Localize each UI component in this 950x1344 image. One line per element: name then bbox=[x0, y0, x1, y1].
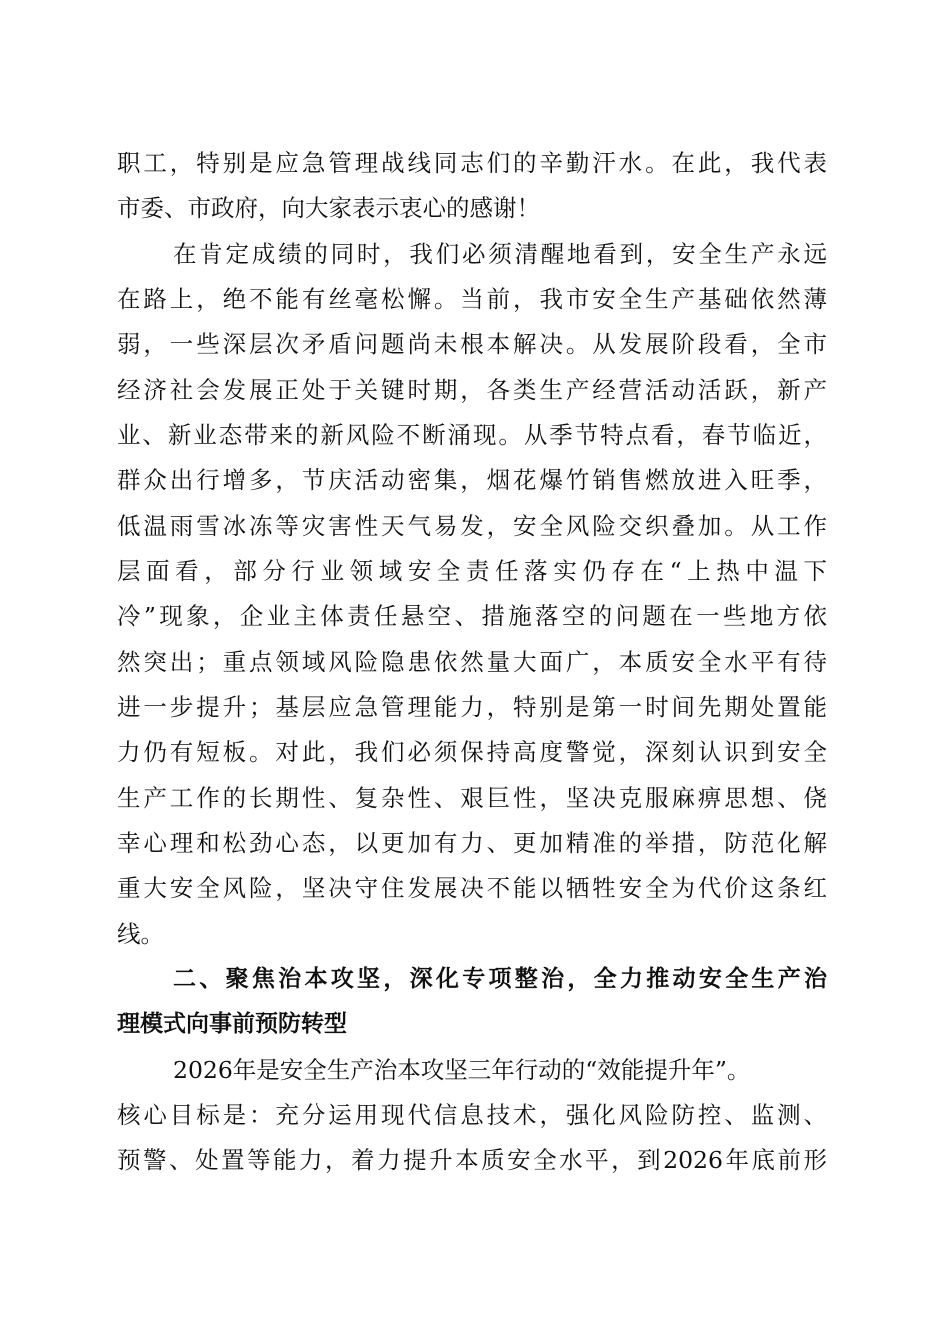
paragraph-line: 生产工作的长期性、复杂性、艰巨性，坚决克服麻痹思想、侥 bbox=[117, 784, 827, 812]
paragraph-line: 在路上，绝不能有丝毫松懈。当前，我市安全生产基础依然薄 bbox=[117, 285, 827, 313]
paragraph-line: 弱，一些深层次矛盾问题尚未根本解决。从发展阶段看，全市 bbox=[117, 330, 827, 358]
paragraph-line: 预警、处置等能力，着力提升本质安全水平，到2026年底前形 bbox=[117, 1146, 827, 1174]
paragraph-line: 业、新业态带来的新风险不断涌现。从季节特点看，春节临近， bbox=[117, 421, 827, 449]
paragraph-line: 然突出；重点领域风险隐患依然量大面广，本质安全水平有待 bbox=[117, 648, 827, 676]
paragraph-line: 核心目标是：充分运用现代信息技术，强化风险防控、监测、 bbox=[117, 1101, 827, 1129]
paragraph-line: 线。 bbox=[117, 920, 164, 948]
paragraph-line: 层面看，部分行业领域安全责任落实仍存在“上热中温下 bbox=[117, 557, 827, 585]
paragraph-line: 重大安全风险，坚决守住发展决不能以牺牲安全为代价这条红 bbox=[117, 874, 827, 902]
section-heading-line: 二、聚焦治本攻坚，深化专项整治，全力推动安全生产治 bbox=[173, 966, 827, 992]
paragraph-line: 经济社会发展正处于关键时期，各类生产经营活动活跃，新产 bbox=[117, 376, 827, 404]
paragraph-line: 市委、市政府，向大家表示衷心的感谢！ bbox=[117, 194, 540, 222]
section-heading-line: 理模式向事前预防转型 bbox=[117, 1011, 347, 1037]
paragraph-line: 职工，特别是应急管理战线同志们的辛勤汗水。在此，我代表 bbox=[117, 149, 827, 177]
paragraph-line: 2026年是安全生产治本攻坚三年行动的“效能提升年”。 bbox=[173, 1056, 751, 1084]
paragraph-line: 进一步提升；基层应急管理能力，特别是第一时间先期处置能 bbox=[117, 693, 827, 721]
paragraph-line: 力仍有短板。对此，我们必须保持高度警觉，深刻认识到安全 bbox=[117, 738, 827, 766]
paragraph-line: 冷”现象，企业主体责任悬空、措施落空的问题在一些地方依 bbox=[117, 602, 827, 630]
paragraph-line: 在肯定成绩的同时，我们必须清醒地看到，安全生产永远 bbox=[173, 240, 827, 268]
paragraph-line: 群众出行增多，节庆活动密集，烟花爆竹销售燃放进入旺季， bbox=[117, 466, 827, 494]
paragraph-line: 幸心理和松劲心态，以更加有力、更加精准的举措，防范化解 bbox=[117, 829, 827, 857]
paragraph-line: 低温雨雪冰冻等灾害性天气易发，安全风险交织叠加。从工作 bbox=[117, 512, 827, 540]
